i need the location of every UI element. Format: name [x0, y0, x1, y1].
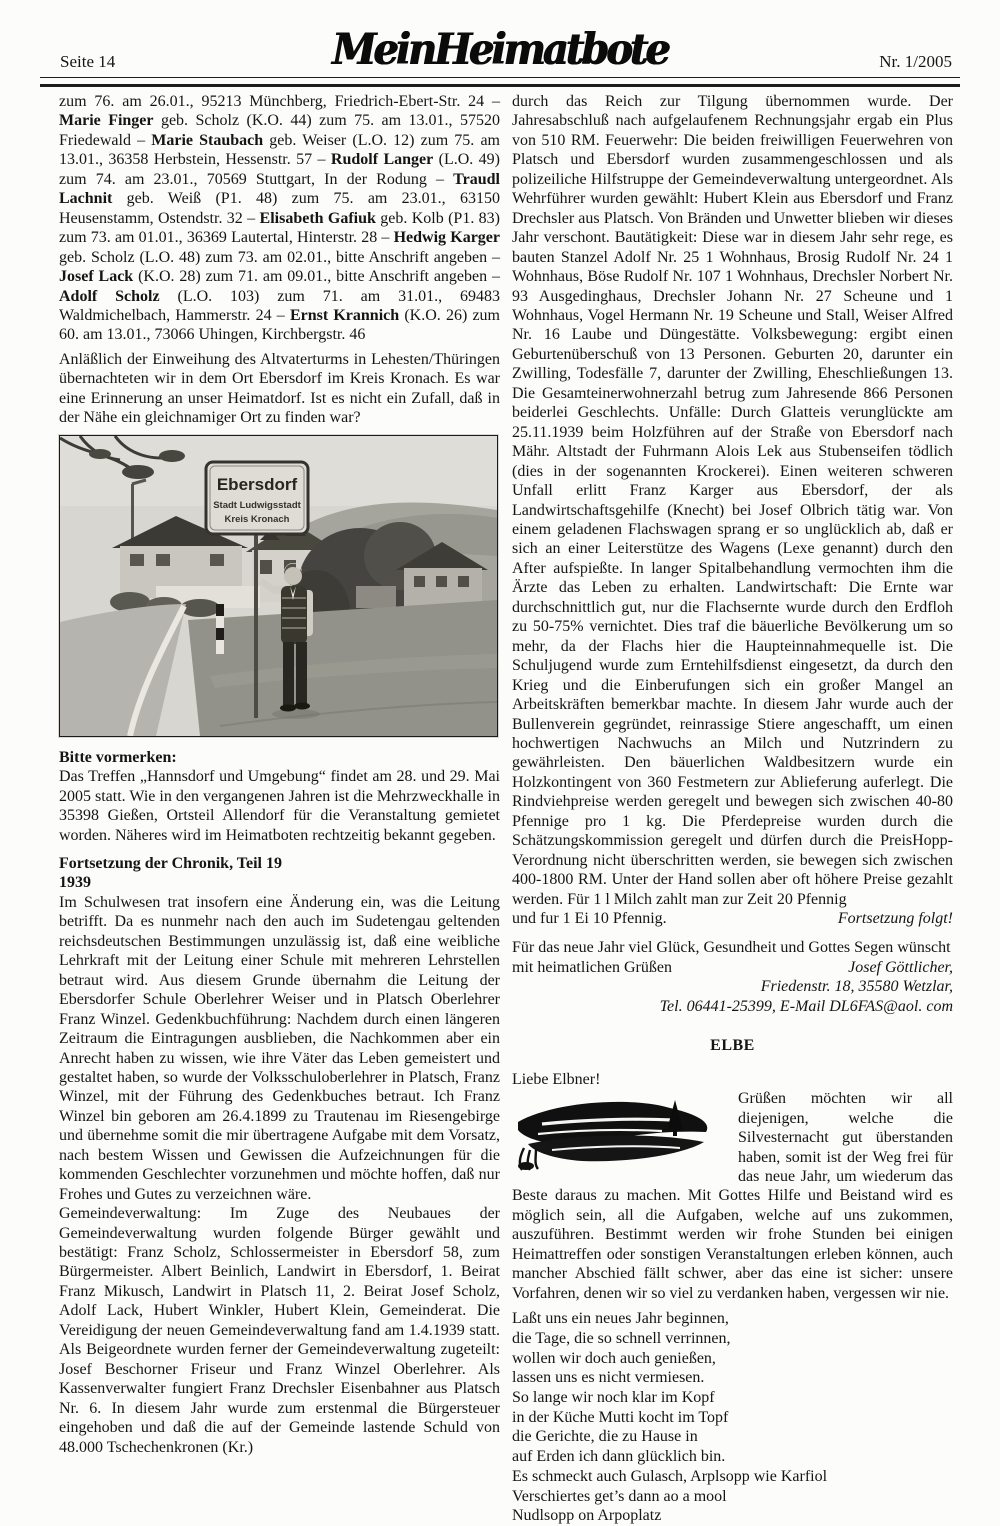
- chronik-year: 1939: [59, 874, 91, 892]
- chronik-heading: Fortsetzung der Chronik, Teil 19: [59, 854, 282, 872]
- poem-line: auf Erden ich dann glücklich bin.: [512, 1448, 726, 1466]
- sign-line-stadt: Stadt Ludwigsstadt: [213, 499, 301, 511]
- person-name: Hedwig Karger: [393, 229, 501, 247]
- text-segment: zum 76. am 26.01., 95213 Münchberg, Friedrich-Ebert-Str. 24 –: [59, 93, 500, 110]
- elbe-body-text: Grüßen möchten wir all diejenigen, welche die Silvesternacht gut überstanden haben, somit ist der Weg frei für das neue Jahr, um wiederum das Beste daraus zu machen. Mit Gottes Hilfe und Beistand wird es möglich sein, all die Aufgaben, welche auf uns zukommen, auszuführen. Bestimmt werden wir frohe Stunden bei einigen Heimattreffen oder sonstigen Veranstaltungen erleben können, auch mancher Abschied fällt schwer, aber das eine ist sicher: unsere Vorfahren, denen wir so viel zu verdanken haben, vergessen wir nie.: [512, 1090, 953, 1302]
- text-segment: (L.O. 49) zum 74. am 23.01., 70569 Stuttgart, In der Rodung –: [59, 151, 500, 188]
- vormerken-heading: Bitte vormerken:: [59, 748, 177, 766]
- person-name: Ernst Krannich: [289, 306, 400, 324]
- poem-line: Verschiertes get’s dann ao a mool: [512, 1487, 727, 1505]
- page-number: Seite 14: [60, 52, 116, 71]
- elbe-salutation: Liebe Elbner!: [512, 1070, 601, 1088]
- altvaterturm-note: Anläßlich der Einweihung des Altvaterturms in Lehesten/Thüringen übernachteten wir in dem Ort Ebersdorf im Kreis Kronach. Es war eine Erinnerung an unser Heimatdorf. Ist es nicht ein Zufall, daß in der Nähe ein gleichnamiger Ort zu finden war?: [59, 350, 500, 427]
- elbe-paragraph: [512, 1089, 953, 1303]
- newyear-greeting-line1: Für das neue Jahr viel Glück, Gesundheit und Gottes Segen wünscht: [512, 939, 951, 957]
- header-rule-thin: [40, 77, 960, 78]
- poem-line: So lange wir noch klar im Kopf: [512, 1389, 715, 1406]
- signature-name: Josef Göttlicher,: [848, 958, 953, 976]
- right-column: [512, 92, 953, 1526]
- ebersdorf-photo: [59, 435, 498, 737]
- text-segment: geb. Kolb (P1. 83) zum 73. am 01.01., 36369 Lautertal, Hinterstr. 28 –: [59, 209, 501, 247]
- person-name: Josef Lack: [59, 268, 134, 286]
- header-rule-thick: [40, 84, 960, 87]
- signature-address: Friedenstr. 18, 35580 Wetzlar,: [760, 978, 953, 996]
- vormerken-body: Das Treffen „Hannsdorf und Umgebung“ findet am 28. und 29. Mai 2005 statt. Wie in den vergangenen Jahren ist die Mehrzweckhalle in 35398 Gießen, Ortsteil Allendorf für die Veranstaltung gemietet worden. Näheres wird im Heimatboten rechtzeitig bekannt gegeben.: [59, 768, 500, 844]
- birthday-list-paragraph: [59, 92, 500, 345]
- text-segment: geb. Scholz (K.O. 44) zum 75. am 13.01., 57520 Friedewald –: [59, 112, 500, 149]
- poem-line: in der Küche Mutti kocht im Topf: [512, 1408, 729, 1426]
- person-name: Marie Staubach: [151, 131, 264, 149]
- person-name: Elisabeth Gafiuk: [259, 209, 376, 227]
- chronik-last-line-text: und fur 1 Ei 10 Pfennig.: [512, 910, 667, 928]
- person-name: Adolf Scholz: [59, 287, 160, 305]
- ink-landscape-sketch: [512, 1092, 724, 1172]
- masthead-logo: MeinHeimatbote: [332, 24, 668, 75]
- poem-line: wollen wir doch auch genießen,: [512, 1349, 716, 1367]
- chronik-continued: durch das Reich zur Tilgung übernommen wurde. Der Jahresabschluß nach aufgelaufenem Rechnungsjahr ergab ein Plus von 510 RM. Feuerwehr: Die beiden freiwilligen Feuerwehren von Platsch und Ebersdorf wurden zusammengeschlossen und als polizeiliche Hilfstruppe der Gemeindeverwaltung untergeordnet. Als Wehrführer wurden gewählt: Hubert Klein aus Ebersdorf und Franz Drechsler aus Platsch. Von Bränden und Unwetter blieben wir dieses Jahr verschont. Bautätigkeit: Diese war in diesem Jahr sehr rege, es bauten Stanzel Adolf Nr. 25 1 Wohnhaus, Brosig Rudolf Nr. 24 1 Wohnhaus, Böse Rudolf Nr. 107 1 Wohnhaus, Drechsler Norbert Nr. 93 Ausgedinghaus, Drechsler Johann Nr. 27 Scheune und 1 Wohnhaus, Vogel Hermann Nr. 19 Scheune und Stall, Weiser Alfred Nr. 16 Laube und Düngestätte. Volksbewegung: ergibt einen Geburtenüberschuß von 13 Personen. Geburten 20, darunter ein Zwilling, Todesfälle 7, darunter der Zwilling, Eheschließungen 13. Die Gesamteinerwohnerzahl betrug zum Jahresende 866 Personen beiderlei Geschlechts. Unfälle: Durch Glatteis verunglückte am 25.11.1939 beim Holzführen auf der Straße von Ebersdorf nach Mähr. Altstadt der Fuhrmann Alois Lek aus Stubenseifen tödlich (dies in der sogenannten Krockerei). Einen weiteren schweren Unfall erlitt Franz Karger aus Ebersdorf, der als Landwirtschaftsgehilfe (Knecht) bei Josef Olbrich tätig war. Von einem geladenen Flachswagen sprang er so unglücklich ab, daß er sich an einer Leiterstütze des Wagens (Lexe genannt) durch den After aufspießte. In langer Spitalbehandlung vermochten ihm die Ärzte das Leben zu erhalten. Landwirtschaft: Die Ernte war durchschnittlich gut, nur die Flachsernte wurde durch den Erdfloh zu 50-75% vernichtet. Dies traf die bäuerliche Bevölkerung um so mehr, da der Flachs hier die Haupteinnahmequelle ist. Die Schuljugend wurde zum Erntehilfsdienst eingesetzt, da durch den Krieg und die Einberufungen sich ein großer Mangel an Arbeitskräften bemerkbar machte. In diesem Jahr wurde auch der Bullenverein gegründet, reinrassige Stiere angeschafft, um einen hochwertigen Nachwuchs an Milch und Nutzrindern zu gewährleisten. Den bäuerlichen Waldbesitzern wurde ein Holzkontingent von 360 Festmetern zur Ablieferung auferlegt. Die Rindviehpreise werden geregelt und bewegen sich zwischen 40-80 Pfennige pro 1 kg. Die Pferdepreise wurden durch die Schätzungskommission geregelt und dürfen durch die PreisHopp-Verordnung nicht überschritten werden, sie bewegen sich zwischen 400-1800 RM. Unter der Hand sollen aber oft höhere Preise gezahlt werden. Für 1 l Milch zahlt man zur Zeit 20 Pfennig: [512, 93, 953, 908]
- continuation-note: Fortsetzung folgt!: [837, 910, 953, 928]
- poem-line: die Gerichte, die zu Hause in: [512, 1428, 698, 1446]
- text-segment: (L.O. 103) zum 71. am 31.01., 69483 Waldmichelbach, Hammerstr. 24 –: [59, 287, 500, 324]
- elbe-heading: ELBE: [710, 1037, 755, 1055]
- text-segment: (K.O. 28) zum 71. am 09.01., bitte Anschrift angeben –: [133, 268, 501, 286]
- page-header: [0, 0, 1000, 90]
- sign-line-kreis: Kreis Kronach: [224, 513, 290, 525]
- chronik-last-line: [512, 909, 953, 928]
- person-name: Traudl Lachnit: [59, 170, 500, 208]
- greeting-text: mit heimatlichen Grüßen: [512, 958, 672, 976]
- newyear-greeting-line2: [512, 958, 953, 977]
- poem-line: lassen uns es nicht vermiesen.: [512, 1369, 705, 1387]
- poem-line: Laßt uns ein neues Jahr beginnen,: [512, 1310, 729, 1328]
- photo-illustration: [60, 436, 497, 736]
- text-segment: (K.O. 26) zum 60. am 13.01., 73066 Uhingen, Kirchbergstr. 46: [59, 306, 501, 344]
- poem-line: die Tage, die so schnell verrinnen,: [512, 1329, 731, 1347]
- person-name: Marie Finger: [59, 112, 154, 130]
- person-name: Rudolf Langer: [330, 151, 434, 169]
- text-segment: geb. Weiser (L.O. 12) zum 75. am 13.01., 36358 Herbstein, Hessenstr. 57 –: [59, 131, 500, 169]
- sign-town-name: Ebersdorf: [216, 474, 298, 494]
- text-segment: geb. Weiß (P1. 48) zum 75. am 23.01., 63150 Heusenstamm, Ostendstr. 32 –: [59, 190, 500, 227]
- chronik-body-2: Gemeindeverwaltung: Im Zuge des Neubaues der Gemeindeverwaltung wurden folgende Bürger gewählt und bestätigt: Franz Scholz, Schlossermeister in Ebersdorf 58, zum Bürgermeister. Albert Beinlich, Landwirt in Ebersdorf, 1. Beirat Franz Mikusch, Landwirt in Platsch 11, 2. Beirat Josef Scholz, Adolf Lack, Hubert Winkler, Hubert Klein, Gemeinderat. Die Vereidigung der neuen Gemeindeverwaltung fand am 1.4.1939 statt. Als Beigeordnete wurden ferner der Gemeindeverwaltung zugeteilt: Josef Beschorner Friseur und Franz Winzel Oberlehrer. Als Kassenverwalter fungiert Franz Drechsler Eisenbahner aus Platsch Nr. 6. In diesem Jahr wurde zum erstenmal die Bürgersteuer eingehoben und daß die auf der Gemeinde lastende Schuld von 48.000 Tschechenkronen (Kr.): [59, 1205, 500, 1456]
- text-segment: geb. Scholz (L.O. 48) zum 73. am 02.01., bitte Anschrift angeben –: [59, 248, 500, 266]
- chronik-body-1: Im Schulwesen trat insofern eine Änderung ein, was die Leitung betrifft. Da es nunmehr nach den auch im Sudetengau geltenden reichsdeutschen Bestimmungen unzulässig ist, daß eine weibliche Lehrkraft mit der Leitung einer Schule mit mehreren Lehrstellen betraut wird. Aus diesem Grunde übernahm die Leitung der Ebersdorfer Schule Oberlehrer Weiser und in Platsch Oberlehrer Franz Winzel. Gedenkbuchführung: Nachdem durch einen längeren Zeitraum die Eintragungen ausblieben, die Nachkommen aber ein Anrecht haben zu wissen, wie ihre Väter das Leben gemeistert und gestaltet haben, so wurde der Volksschuloberlehrer in Platsch, Franz Winzel, mit der Führung des Gedenkbuches betraut. Ich Franz Winzel bin geboren am 26.4.1899 zu Trautenau im Riesengebirge und übernehme somit die mir übertragene Aufgabe mit dem Vorsatz, nach bestem Wissen und Gewissen die Aufzeichnungen für die kommenden Geschlechter vorzunehmen und möchte hoffen, daß nur Frohes und Gutes zu verzeichnen wäre.: [59, 893, 500, 1203]
- issue-number: Nr. 1/2005: [879, 52, 952, 71]
- left-column: [59, 92, 500, 1457]
- poem-line: Es schmeckt auch Gulasch, Arplsopp wie Karfiol: [512, 1467, 828, 1485]
- newyear-poem: [512, 1309, 953, 1526]
- signature-contact: Tel. 06441-25399, E-Mail DL6FAS@aol. com: [659, 997, 953, 1015]
- poem-line: Nudlsopp on Arpoplatz: [512, 1507, 662, 1525]
